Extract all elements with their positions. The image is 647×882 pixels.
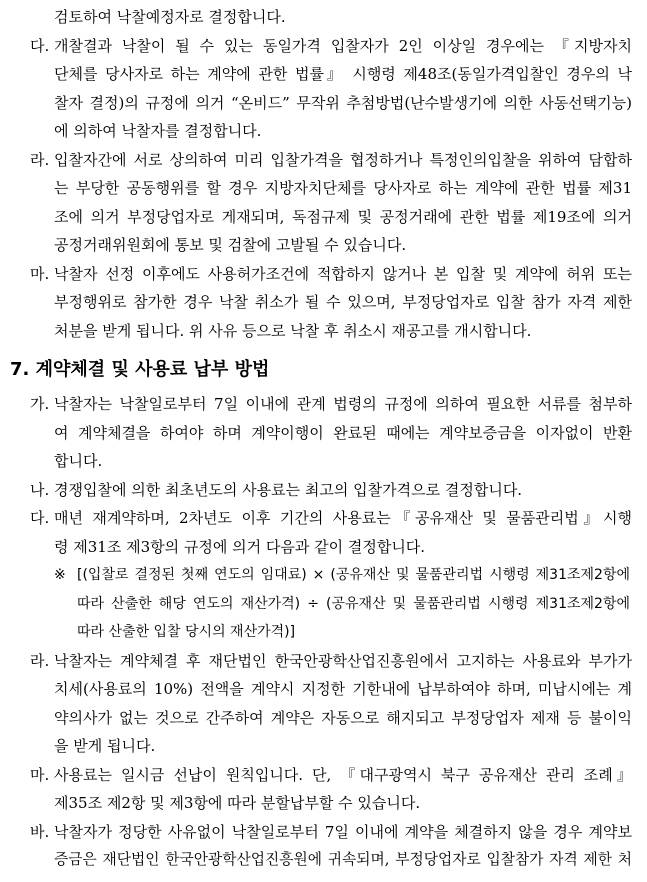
section-7	[0, 352, 647, 875]
text-line: [(입찰로 결정된 첫째 연도의 임대료) × (공유재산 및 물품관리법 시행령 제31조제2항에	[77, 567, 630, 583]
note-item	[0, 561, 647, 647]
item-marker: 마.	[30, 765, 50, 784]
text-line: 는 부당한 공동행위를 할 경우 지방자치단체를 당사자로 하는 계약에 관한 법률 제31	[54, 179, 632, 197]
list-item	[0, 32, 647, 146]
text-line: 에 의하여 낙찰자를 결정합니다.	[54, 122, 262, 140]
item-text	[54, 818, 632, 875]
text-line: 개찰결과 낙찰이 될 수 있는 동일가격 입찰자가 2인 이상일 경우에는 『지방자치	[54, 36, 632, 55]
text-line: 부정행위로 참가한 경우 낙찰 취소가 될 수 있으며, 부정당업자로 입찰 참가 자격 제한	[54, 293, 632, 311]
item-marker: 라.	[30, 150, 50, 169]
text-line: 낙찰자 선정 이후에도 사용허가조건에 적합하지 않거나 본 입찰 및 계약에 허위 또는	[54, 264, 632, 283]
text-line: 찰자 결정)의 규정에 의거 “온비드” 무작위 추첨방법(난수발생기에 의한 사동선택기능)	[54, 93, 632, 112]
text-line: 사용료는 일시금 선납이 원칙입니다. 단, 『대구광역시 북구 공유재산 관리 조례』	[54, 765, 632, 784]
list-item	[0, 818, 647, 875]
list-item	[0, 504, 647, 561]
text-line: 약의사가 없는 것으로 간주하여 계약은 자동으로 해지되고 부정당업자 제재 등 불이익	[54, 708, 632, 727]
item-text	[54, 390, 632, 476]
list-item	[0, 260, 647, 346]
text-line: 입찰자간에 서로 상의하여 미리 입찰가격을 협정하거나 특정인의입찰을 위하여 담합하	[54, 150, 632, 169]
text-line: 매년 재계약하며, 2차년도 이후 기간의 사용료는『공유재산 및 물품관리법』시행	[54, 509, 632, 527]
item-text	[54, 647, 632, 761]
text-line: 조에 의거 부정당업자로 게재되며, 독점규제 및 공정거래에 관한 법률 제19조에 의거	[54, 207, 632, 226]
text-line: 낙찰자는 계약체결 후 재단법인 한국안광학산업진흥원에서 고지하는 사용료와 부가가	[54, 651, 632, 670]
list-item	[0, 390, 647, 476]
list-item	[0, 647, 647, 761]
item-marker: 다.	[30, 509, 50, 527]
text-line: 공정거래위원회에 통보 및 검찰에 고발될 수 있습니다.	[54, 236, 407, 254]
text-line: 낙찰자는 낙찰일로부터 7일 이내에 관계 법령의 규정에 의하여 필요한 서류를 첨부하	[54, 395, 632, 413]
item-text	[54, 504, 632, 561]
item-text	[54, 761, 632, 818]
text-line: 낙찰자가 정당한 사유없이 낙찰일로부터 7일 이내에 계약을 체결하지 않을 경우 계약보	[54, 822, 632, 841]
text-line: 따라 산출한 해당 연도의 재산가격) ÷ (공유재산 및 물품관리법 시행령 제31조제2항에	[77, 595, 630, 612]
note-text	[77, 561, 630, 647]
item-marker: 바.	[30, 822, 50, 841]
text-line: 제35조 제2항 및 제3항에 따라 분할납부할 수 있습니다.	[54, 794, 421, 812]
section-6-tail	[0, 0, 647, 345]
item-text	[54, 146, 632, 260]
item-marker: 마.	[30, 264, 50, 283]
item-text	[54, 260, 632, 346]
note-marker: ※	[54, 567, 66, 583]
item-text	[54, 32, 632, 146]
text-line: 경쟁입찰에 의한 최초년도의 사용료는 최고의 입찰가격으로 결정합니다.	[54, 480, 523, 499]
section-heading: 7. 계약체결 및 사용료 납부 방법	[10, 359, 270, 380]
text-line: 단체를 당사자로 하는 계약에 관한 법률』 시행령 제48조(동일가격입찰인 경우의 낙	[54, 65, 632, 83]
text-line: 처분을 받게 됩니다. 위 사유 등으로 낙찰 후 취소시 재공고를 개시합니다.	[54, 321, 532, 340]
text-line: 합니다.	[54, 452, 103, 470]
text-line: 치세(사용료의 10%) 전액을 계약시 지정한 기한내에 납부하여야 하며, 미납시에는 계	[54, 680, 632, 698]
item-marker: 나.	[30, 480, 50, 499]
continued-paragraph	[54, 3, 632, 32]
section-6-items	[0, 32, 647, 346]
item-text	[54, 476, 632, 505]
text-line: 증금은 재단법인 한국안광학산업진흥원에 귀속되며, 부정당업자로 입찰참가 자격 제한 처	[54, 851, 632, 868]
text-line: 따라 산출한 입찰 당시의 재산가격)]	[77, 624, 296, 640]
list-item	[0, 476, 647, 505]
list-item	[0, 146, 647, 260]
item-marker: 라.	[30, 651, 50, 670]
text-line: 을 받게 됩니다.	[54, 737, 156, 755]
text-line: 검토하여 낙찰예정자로 결정합니다.	[54, 8, 286, 26]
item-marker: 가.	[30, 395, 50, 413]
text-line: 여 계약체결을 하여야 하며 계약이행이 완료된 때에는 계약보증금을 이자없이 반환	[54, 423, 632, 442]
list-item	[0, 761, 647, 818]
item-marker: 다.	[30, 36, 50, 55]
section-7-items	[0, 390, 647, 875]
text-line: 령 제31조 제3항의 규정에 의거 다음과 같이 결정합니다.	[54, 537, 426, 556]
